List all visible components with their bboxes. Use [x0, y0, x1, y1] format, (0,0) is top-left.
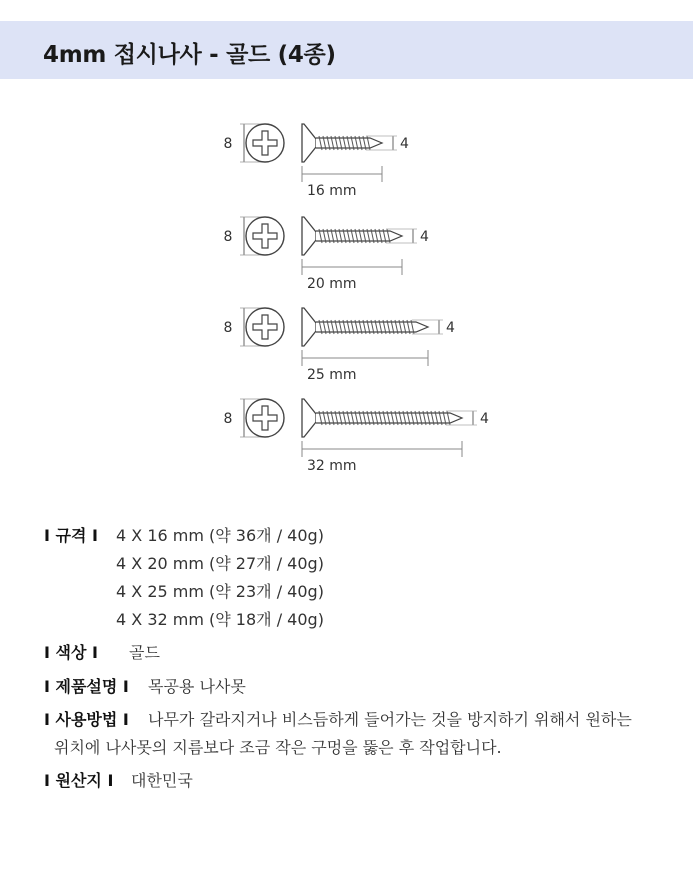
screw-side-head [302, 124, 316, 162]
shank-dia-label: 4 [420, 229, 429, 245]
screw-head-icon [246, 399, 284, 437]
screw-side-head [302, 399, 316, 437]
spec-usage-label: I 사용방법 I [44, 710, 129, 729]
spec-size-value-4: 4 X 32 mm (약 18개 / 40g) [116, 610, 324, 629]
screw-side-head [302, 217, 316, 255]
head-dia-label: 8 [223, 411, 233, 427]
spec-usage-value-1: 나무가 갈라지거나 비스듬하게 들어가는 것을 방지하기 위해서 원하는 [148, 710, 632, 729]
spec-color-row [44, 640, 160, 663]
spec-size-row [44, 523, 324, 546]
spec-origin-label: I 원산지 I [44, 771, 114, 790]
spec-size-value-1: 4 X 16 mm (약 36개 / 40g) [116, 526, 324, 545]
screw-head-icon [246, 308, 284, 346]
screw-4 [224, 399, 489, 474]
head-dia-label: 8 [223, 136, 233, 152]
spec-product-label: I 제품설명 I [44, 677, 129, 696]
head-dia-label: 8 [223, 320, 233, 336]
screw-3 [224, 308, 455, 383]
screw-side-head [302, 308, 316, 346]
head-dia-label: 8 [223, 229, 233, 245]
spec-product-value: 목공용 나사못 [148, 677, 246, 696]
spec-color-label: I 색상 I [44, 643, 98, 662]
shank-dia-label: 4 [480, 411, 489, 427]
spec-origin-value: 대한민국 [131, 771, 193, 790]
spec-color-value: 골드 [129, 643, 160, 662]
screw-2 [224, 217, 429, 292]
spec-usage-value-2: 위치에 나사못의 지름보다 조금 작은 구멍을 뚫은 후 작업합니다. [54, 738, 502, 757]
page-title: 4mm 접시나사 - 골드 (4종) [43, 42, 336, 68]
spec-usage-row [44, 707, 632, 730]
spec-product-row [44, 674, 246, 697]
shank-dia-label: 4 [400, 136, 409, 152]
screw-1 [224, 124, 409, 199]
screw-head-icon [246, 124, 284, 162]
spec-size-value-3: 4 X 25 mm (약 23개 / 40g) [116, 582, 324, 601]
length-label: 20 mm [307, 276, 357, 292]
screw-head-icon [246, 217, 284, 255]
spec-origin-row [44, 768, 193, 791]
spec-size-value-2: 4 X 20 mm (약 27개 / 40g) [116, 554, 324, 573]
spec-size-label: I 규격 I [44, 526, 98, 545]
length-label: 32 mm [307, 458, 357, 474]
length-label: 25 mm [307, 367, 357, 383]
length-label: 16 mm [307, 183, 357, 199]
shank-dia-label: 4 [446, 320, 455, 336]
